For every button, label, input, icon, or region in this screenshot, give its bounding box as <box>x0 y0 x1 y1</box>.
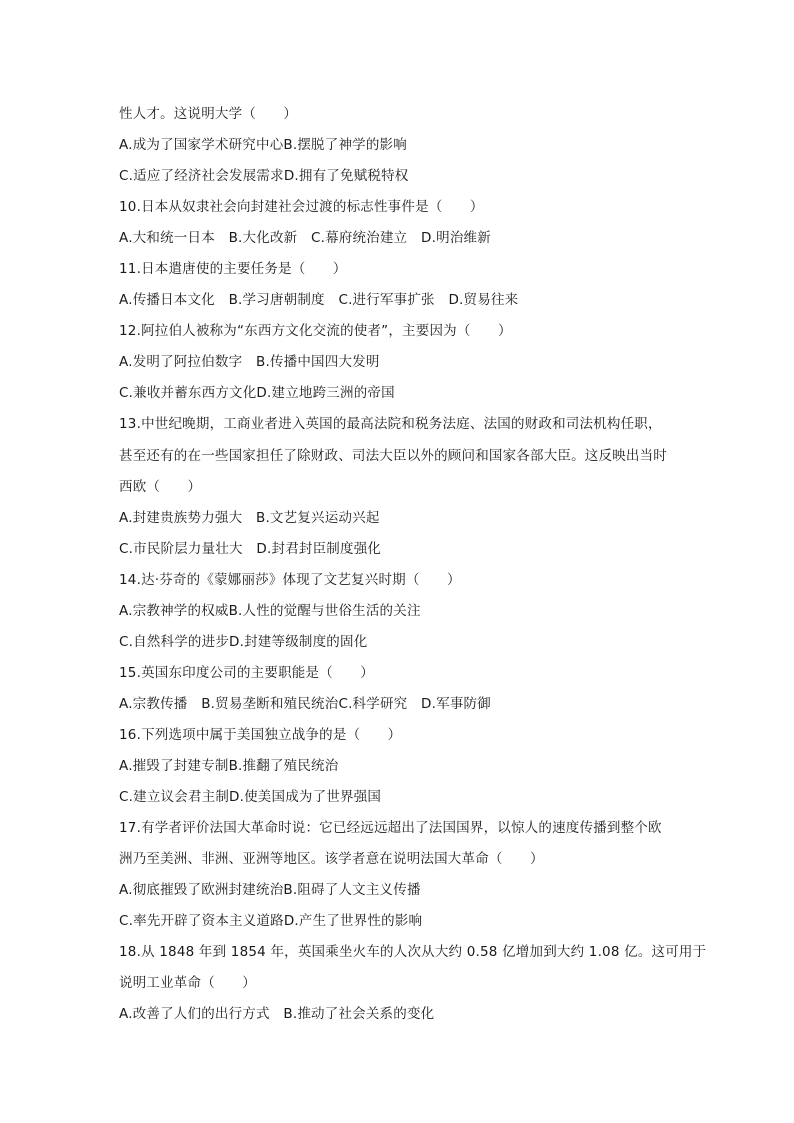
answer-options: A.宗教神学的权威B.人性的觉醒与世俗生活的关注 <box>119 602 421 619</box>
answer-options: A.宗教传播 B.贸易垄断和殖民统治C.科学研究 D.军事防御 <box>119 695 491 712</box>
question-18-continued: 说明工业革命（ ） <box>119 975 256 992</box>
answer-options: C.建立议会君主制D.使美国成为了世界强国 <box>119 789 382 806</box>
answer-options: C.市民阶层力量壮大 D.封君封臣制度强化 <box>119 540 382 557</box>
answer-options: A.彻底摧毁了欧洲封建统治B.阻碍了人文主义传播 <box>119 882 421 899</box>
answer-options: C.率先开辟了资本主义道路D.产生了世界性的影响 <box>119 913 423 930</box>
question-17: 17.有学者评价法国大革命时说：它已经远远超出了法国国界，以惊人的速度传播到整个欧 <box>119 820 662 837</box>
answer-options: A.封建贵族势力强大 B.文艺复兴运动兴起 <box>119 509 380 526</box>
answer-options: A.摧毁了封建专制B.推翻了殖民统治 <box>119 757 339 774</box>
question-13-continued: 甚至还有的在一些国家担任了除财政、司法大臣以外的顾问和国家各部大臣。这反映出当时 <box>119 447 667 464</box>
exam-text-block <box>119 99 707 1030</box>
question-13: 13.中世纪晚期，工商业者进入英国的最高法院和税务法庭、法国的财政和司法机构任职， <box>119 416 662 433</box>
question-15: 15.英国东印度公司的主要职能是（ ） <box>119 664 374 681</box>
answer-options: C.适应了经济社会发展需求D.拥有了免赋税特权 <box>119 168 409 185</box>
question-10: 10.日本从奴隶社会向封建社会过渡的标志性事件是（ ） <box>119 199 484 216</box>
answer-options: A.改善了人们的出行方式 B.推动了社会关系的变化 <box>119 1006 435 1023</box>
question-11: 11.日本遣唐使的主要任务是（ ） <box>119 261 347 278</box>
answer-options: A.发明了阿拉伯数字 B.传播中国四大发明 <box>119 354 380 371</box>
question-16: 16.下列选项中属于美国独立战争的是（ ） <box>119 726 402 743</box>
answer-options: A.成为了国家学术研究中心B.摆脱了神学的影响 <box>119 137 407 154</box>
question-13-continued: 西欧（ ） <box>119 478 202 495</box>
question-14: 14.达·芬奇的《蒙娜丽莎》体现了文艺复兴时期（ ） <box>119 571 461 588</box>
text-line: 性人才。这说明大学（ ） <box>119 106 298 122</box>
answer-options: C.自然科学的进步D.封建等级制度的固化 <box>119 633 368 650</box>
answer-options: A.大和统一日本 B.大化改新 C.幕府统治建立 D.明治维新 <box>119 230 491 247</box>
question-12: 12.阿拉伯人被称为“东西方文化交流的使者”，主要因为（ ） <box>119 323 512 340</box>
answer-options: C.兼收并蓄东西方文化D.建立地跨三洲的帝国 <box>119 385 395 402</box>
question-18: 18.从 1848 年到 1854 年，英国乘坐火车的人次从大约 0.58 亿增加到大约 1.08 亿。这可用于 <box>119 944 707 961</box>
answer-options: A.传播日本文化 B.学习唐朝制度 C.进行军事扩张 D.贸易往来 <box>119 292 519 309</box>
question-17-continued: 洲乃至美洲、非洲、亚洲等地区。该学者意在说明法国大革命（ ） <box>119 851 544 868</box>
